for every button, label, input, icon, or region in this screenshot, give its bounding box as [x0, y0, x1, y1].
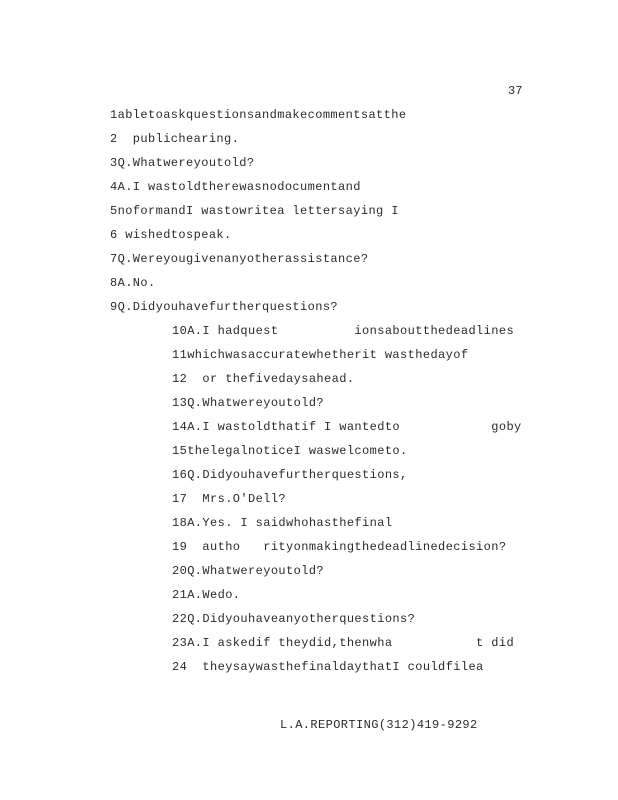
transcript-line-20: 20Q.Whatwereyoutold? [172, 564, 325, 578]
transcript-line-15: 15thelegalnoticeI waswelcometo. [172, 444, 408, 458]
transcript-line-3: 3Q.Whatwereyoutold? [110, 156, 255, 170]
transcript-line-22: 22Q.Didyouhaveanyotherquestions? [172, 612, 416, 626]
reporter-footer: L.A.REPORTING(312)419-9292 [280, 718, 478, 732]
transcript-line-10: 10A.I hadquest ionsaboutthedeadlines [172, 324, 515, 338]
transcript-line-23: 23A.I askedif theydid,thenwha t did [172, 636, 515, 650]
transcript-line-8: 8A.No. [110, 276, 156, 290]
transcript-line-12: 12 or thefivedaysahead. [172, 372, 355, 386]
transcript-line-7: 7Q.Wereyougivenanyotherassistance? [110, 252, 369, 266]
transcript-line-21: 21A.Wedo. [172, 588, 241, 602]
transcript-line-18: 18A.Yes. I saidwhohasthefinal [172, 516, 393, 530]
transcript-line-2: 2 publichearing. [110, 132, 240, 146]
transcript-line-24: 24 theysaywasthefinaldaythatI couldfilea [172, 660, 484, 674]
transcript-line-16: 16Q.Didyouhavefurtherquestions, [172, 468, 408, 482]
transcript-line-6: 6 wishedtospeak. [110, 228, 232, 242]
transcript-line-5: 5noformandI wastowritea lettersaying I [110, 204, 399, 218]
transcript-line-9: 9Q.Didyouhavefurtherquestions? [110, 300, 339, 314]
transcript-line-19: 19 autho rityonmakingthedeadlinedecision? [172, 540, 507, 554]
transcript-line-1: 1abletoaskquestionsandmakecommentsatthe [110, 108, 407, 122]
transcript-line-4: 4A.I wastoldtherewasnodocumentand [110, 180, 361, 194]
transcript-line-13: 13Q.Whatwereyoutold? [172, 396, 325, 410]
page-number: 37 [508, 84, 523, 98]
transcript-line-14: 14A.I wastoldthatif I wantedto goby [172, 420, 522, 434]
transcript-line-17: 17 Mrs.O'Dell? [172, 492, 287, 506]
transcript-line-11: 11whichwasaccuratewhetherit wasthedayof [172, 348, 469, 362]
